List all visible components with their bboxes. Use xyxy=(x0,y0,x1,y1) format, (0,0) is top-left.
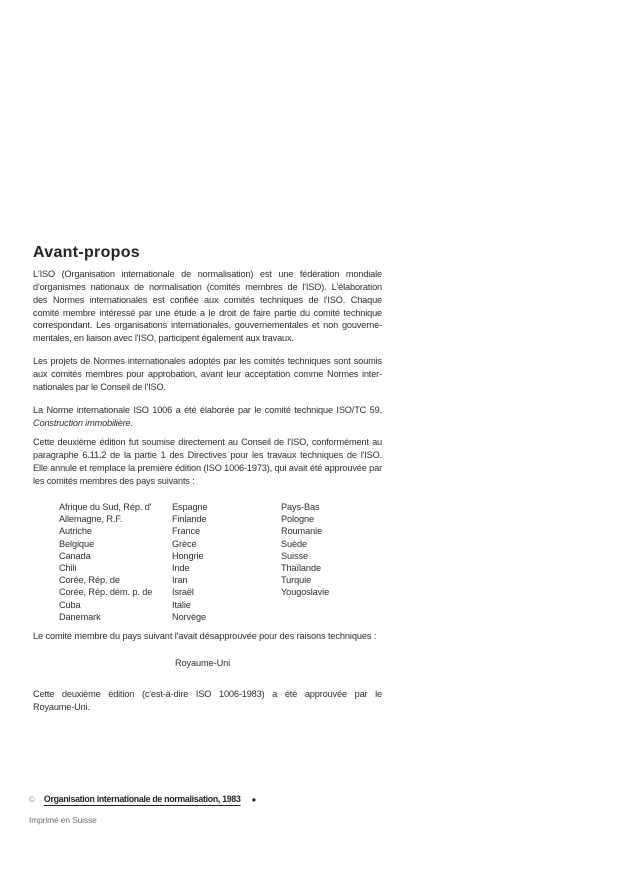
text-line: Les projets de Normes internationales adoptés par les comités techniques sont soumis xyxy=(33,356,382,366)
paragraph-draft-approval xyxy=(33,355,382,394)
text-line: d'organismes nationaux de normalisation (comités membres de l'ISO). L'élaboration xyxy=(33,281,382,292)
country-item: Suisse xyxy=(281,550,308,561)
copyright-icon: © xyxy=(29,794,35,804)
bullet-icon: ● xyxy=(251,794,257,804)
country-item: Hongrie xyxy=(172,550,204,561)
paragraph-second-edition xyxy=(33,436,382,487)
disapproving-country-name: Royaume-Uni xyxy=(175,658,231,668)
country-item: Corée, Rép. de xyxy=(59,575,120,586)
text-line xyxy=(33,417,382,430)
country-item: Canada xyxy=(59,550,91,561)
country-item: Yougoslavie xyxy=(281,587,330,598)
country-column-2 xyxy=(172,501,281,623)
text-line: mentales, en liaison avec l'ISO, participent également aux travaux. xyxy=(33,333,294,344)
text-line: L'ISO (Organisation internationale de normalisation) est une fédération mondiale xyxy=(33,269,382,279)
country-column-1 xyxy=(59,501,172,623)
country-item: Israël xyxy=(172,587,194,598)
disapproval-note: Le comité membre du pays suivant l'avait désapprouvée pour des raisons techniques : xyxy=(33,631,377,641)
country-column-3 xyxy=(281,501,389,623)
country-item: Chili xyxy=(59,563,77,574)
closing-paragraph xyxy=(33,688,382,714)
country-item: Italie xyxy=(172,599,191,610)
country-item: Finlande xyxy=(172,514,207,525)
country-item: France xyxy=(172,526,200,537)
country-item: Pologne xyxy=(281,514,315,525)
country-item: Danemark xyxy=(59,611,101,622)
paragraph-elaboration xyxy=(33,404,382,430)
text-line: Cette deuxième édition fut soumise directement au Conseil de l'ISO, conformément au xyxy=(33,437,382,447)
text-line: paragraphe 6.11.2 de la partie 1 des Directives pour les travaux techniques de l'ISO. xyxy=(33,449,382,460)
country-item: Iran xyxy=(172,575,188,586)
text-line: aux comités membres pour approbation, avant leur acceptation comme Normes inter- xyxy=(33,368,382,379)
country-item: Belgique xyxy=(59,538,94,549)
country-item: Norvège xyxy=(172,611,207,622)
approving-countries-list xyxy=(59,501,389,623)
country-item: Afrique du Sud, Rép. d' xyxy=(59,502,152,512)
printed-in-note: Imprimé en Suisse xyxy=(29,815,97,825)
country-item: Suède xyxy=(281,538,308,549)
text-line: Elle annule et remplace la première édition (ISO 1006-1973), qui avait été approuvée par xyxy=(33,462,382,473)
copyright-line xyxy=(29,794,256,804)
country-item: Thaïlande xyxy=(281,563,321,574)
text-line: Cette deuxième édition (c'est-à-dire ISO 1006-1983) a été approuvée par le xyxy=(33,689,382,699)
text-line: des Normes internationales est confiée aux comités techniques de l'ISO. Chaque xyxy=(33,294,382,305)
country-item: Espagne xyxy=(172,502,208,512)
text-line: correspondant. Les organisations internationales, gouvernementales et non gouverne- xyxy=(33,320,382,331)
country-item: Inde xyxy=(172,563,190,574)
text-line: comité membre intéressé par une étude a le droit de faire partie du comité technique xyxy=(33,307,382,318)
paragraph-iso-intro xyxy=(33,268,382,345)
text-line: les comités membres des pays suivants : xyxy=(33,475,195,486)
text-line: Royaume-Uni. xyxy=(33,701,90,712)
committee-name-italic: Construction immobilière. xyxy=(33,417,133,428)
country-item: Grèce xyxy=(172,538,197,549)
page-title: Avant-propos xyxy=(33,244,141,261)
country-item: Cuba xyxy=(59,599,81,610)
country-item: Pays-Bas xyxy=(281,502,320,512)
country-item: Allemagne, R.F. xyxy=(59,514,123,525)
copyright-text: Organisation internationale de normalisation, 1983 xyxy=(43,794,241,804)
country-item: Roumanie xyxy=(281,526,323,537)
text-line: nationales par le Conseil de l'ISO. xyxy=(33,381,166,392)
country-item: Autriche xyxy=(59,526,92,537)
country-item: Turquie xyxy=(281,575,312,586)
text-line: La Norme internationale ISO 1006 a été élaborée par le comité technique ISO/TC 59, xyxy=(33,405,382,415)
country-item: Corée, Rép. dém. p. de xyxy=(59,587,153,598)
